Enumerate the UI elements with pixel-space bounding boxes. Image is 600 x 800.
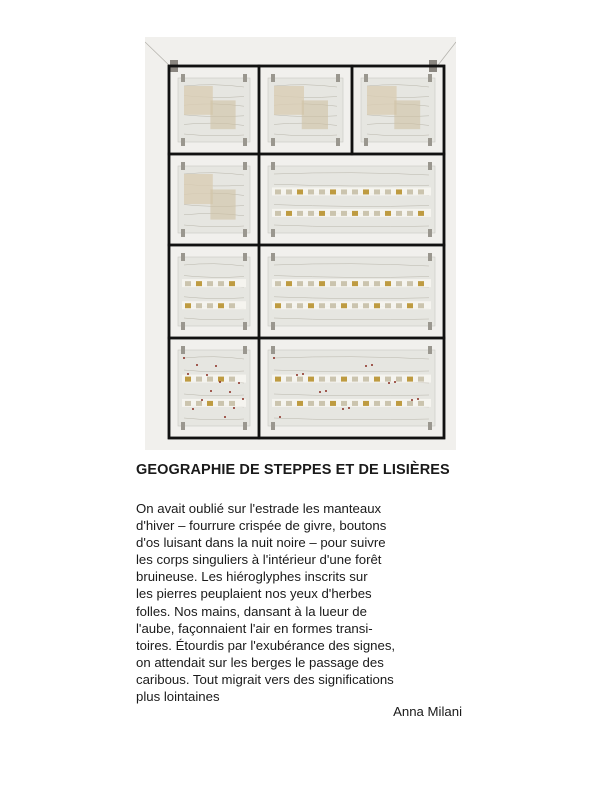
stone-square [418,281,424,286]
stone-square [385,377,391,382]
stone-square [341,303,347,308]
stone-square [363,401,369,406]
stone-square [286,401,292,406]
stone-square [297,211,303,216]
rust-dot [242,398,244,400]
stone-square [418,377,424,382]
stone-square [286,189,292,194]
rust-dot [196,364,198,366]
panel-glass [268,166,435,233]
poem-line: on attendait sur les berges le passage des [136,654,384,670]
artwork-grid [145,37,456,450]
rust-dot [296,374,298,376]
panel-hook [271,138,275,146]
stone-square [407,189,413,194]
stone-square [374,189,380,194]
panel-hook [271,229,275,237]
stone-square [418,211,424,216]
panel-hook [181,422,185,430]
panel-hook [364,138,368,146]
panel-hook [181,346,185,354]
stone-square [229,401,235,406]
stone-square [297,377,303,382]
stone-square [385,189,391,194]
stone-square [341,281,347,286]
rust-dot [365,365,367,367]
poem-line: caribous. Tout migrait vers des significations [136,671,394,687]
poem-line: d'hiver – fourrure crispée de givre, boutons [136,518,387,534]
stone-square [308,211,314,216]
stone-square [341,377,347,382]
stone-square [418,303,424,308]
stone-square [396,401,402,406]
stone-square [396,281,402,286]
author-signature: Anna Milani [393,704,462,719]
stone-square [286,211,292,216]
rust-dot [388,382,390,384]
paper-fragment [184,174,213,204]
rust-dot [233,407,235,409]
stone-square [207,377,213,382]
poem-line: l'aube, façonnaient l'air en formes transi- [136,620,373,636]
rust-dot [219,381,221,383]
panel-hook [428,422,432,430]
stone-square [207,281,213,286]
rust-dot [325,390,327,392]
page-title: GEOGRAPHIE DE STEPPES ET DE LISIÈRES [136,462,450,478]
glass-panel [268,346,435,430]
stone-square [319,401,325,406]
rust-dot [238,382,240,384]
stone-square [352,303,358,308]
panel-hook [243,422,247,430]
stone-square [297,401,303,406]
stone-square [196,281,202,286]
panel-hook [428,162,432,170]
stone-square [363,303,369,308]
panel-hook [271,322,275,330]
panel-hook [181,322,185,330]
stone-square [185,303,191,308]
panel-glass [268,257,435,326]
rust-dot [394,381,396,383]
stone-square [286,303,292,308]
stone-square [352,211,358,216]
stone-square [330,377,336,382]
stone-square [207,303,213,308]
glass-panel [178,253,250,330]
panel-glass [178,257,250,326]
rust-dot [183,357,185,359]
panel-hook [243,162,247,170]
panel-hook [428,322,432,330]
stone-square [374,211,380,216]
stone-square [297,303,303,308]
stone-square [308,401,314,406]
poem-line: bruineuse. Les hiéroglyphes inscrits sur [136,569,368,585]
panel-glass [178,350,250,426]
stone-square [407,211,413,216]
panel-hook [364,74,368,82]
rust-dot [348,407,350,409]
stone-square [330,189,336,194]
stone-square [330,303,336,308]
stone-square [229,281,235,286]
stone-square [363,189,369,194]
panel-hook [181,253,185,261]
stone-square [407,401,413,406]
stone-square [308,303,314,308]
stone-square [418,189,424,194]
paper-fragment [302,100,328,129]
panel-hook [271,253,275,261]
stone-square [374,303,380,308]
stone-square [275,189,281,194]
stone-square [341,211,347,216]
stone-square [196,303,202,308]
stone-square [396,211,402,216]
panel-hook [181,138,185,146]
rust-dot [417,398,419,400]
paper-fragment [184,86,213,115]
rust-dot [229,391,231,393]
panel-hook [336,138,340,146]
poem-text [136,500,466,705]
rust-dot [192,408,194,410]
stone-square [407,377,413,382]
panel-hook [271,74,275,82]
rust-dot [319,391,321,393]
paper-strip [182,301,246,309]
rust-dot [201,399,203,401]
glass-panel [361,74,435,146]
stone-square [297,281,303,286]
stone-square [275,377,281,382]
stone-square [275,281,281,286]
poem-line: folles. Nos mains, dansant à la lueur de [136,603,367,619]
stone-square [286,281,292,286]
stone-square [319,303,325,308]
stone-square [374,377,380,382]
panel-hook [271,346,275,354]
poem-line: d'os luisant dans la nuit noire – pour suivre [136,535,386,551]
stone-square [319,281,325,286]
poem-line: toires. Étourdis par l'exubérance des signes, [136,637,396,653]
panel-hook [428,74,432,82]
rust-dot [206,374,208,376]
stone-square [308,189,314,194]
stone-square [218,281,224,286]
stone-square [185,377,191,382]
stone-square [374,401,380,406]
stone-square [275,401,281,406]
panel-hook [428,253,432,261]
stone-square [374,281,380,286]
stone-square [385,211,391,216]
panel-hook [428,138,432,146]
panel-hook [243,346,247,354]
rust-dot [371,364,373,366]
stone-square [352,281,358,286]
stone-square [218,303,224,308]
stone-square [396,189,402,194]
panel-hook [181,162,185,170]
stone-square [297,189,303,194]
rust-dot [273,357,275,359]
stone-square [229,377,235,382]
panel-hook [243,229,247,237]
stone-square [341,189,347,194]
panel-hook [271,422,275,430]
paper-fragment [210,100,235,129]
stone-square [341,401,347,406]
glass-panel [178,346,250,430]
stone-square [418,401,424,406]
panel-hook [181,74,185,82]
stone-square [363,377,369,382]
panel-glass [268,350,435,426]
paper-fragment [394,100,420,129]
artwork-photo [145,37,456,450]
poem-line: On avait oublié sur l'estrade les manteaux [136,501,382,516]
panel-hook [243,253,247,261]
rust-dot [302,373,304,375]
stone-square [185,401,191,406]
stone-square [330,211,336,216]
paper-fragment [210,189,235,219]
stone-square [218,401,224,406]
stone-square [218,377,224,382]
panel-hook [428,229,432,237]
stone-square [308,281,314,286]
stone-square [286,377,292,382]
glass-panel [268,162,435,237]
paper-strip [182,375,246,383]
stone-square [185,281,191,286]
stone-square [363,281,369,286]
stone-square [407,281,413,286]
stone-square [330,281,336,286]
stone-square [385,281,391,286]
stone-square [196,377,202,382]
poem-line: plus lointaines [136,689,220,705]
stone-square [385,303,391,308]
panel-hook [243,138,247,146]
panel-hook [271,162,275,170]
stone-square [407,303,413,308]
stone-square [207,401,213,406]
stone-square [319,377,325,382]
stone-square [396,303,402,308]
stone-square [352,401,358,406]
stone-square [396,377,402,382]
glass-panel [268,74,343,146]
stone-square [385,401,391,406]
stone-square [352,189,358,194]
stone-square [196,401,202,406]
stone-square [330,401,336,406]
stone-square [275,211,281,216]
panel-hook [243,322,247,330]
stone-square [308,377,314,382]
glass-panel [268,253,435,330]
poem-line: les pierres peuplaient nos yeux d'herbes [136,586,372,602]
paper-strip [182,399,246,407]
paper-fragment [367,86,397,115]
rust-dot [224,416,226,418]
stone-square [319,211,325,216]
panel-hook [181,229,185,237]
stone-square [352,377,358,382]
panel-hook [428,346,432,354]
rust-dot [210,390,212,392]
rust-dot [411,399,413,401]
stone-square [229,303,235,308]
paper-strip [182,279,246,287]
stone-square [275,303,281,308]
rust-dot [187,373,189,375]
panel-hook [243,74,247,82]
panel-hook [336,74,340,82]
stone-square [363,211,369,216]
rust-dot [342,408,344,410]
glass-panel [178,74,250,146]
paper-fragment [274,86,304,115]
rust-dot [215,365,217,367]
rust-dot [279,416,281,418]
poem-line: les corps singuliers à l'intérieur d'une forêt [136,552,382,568]
glass-panel [178,162,250,237]
stone-square [319,189,325,194]
